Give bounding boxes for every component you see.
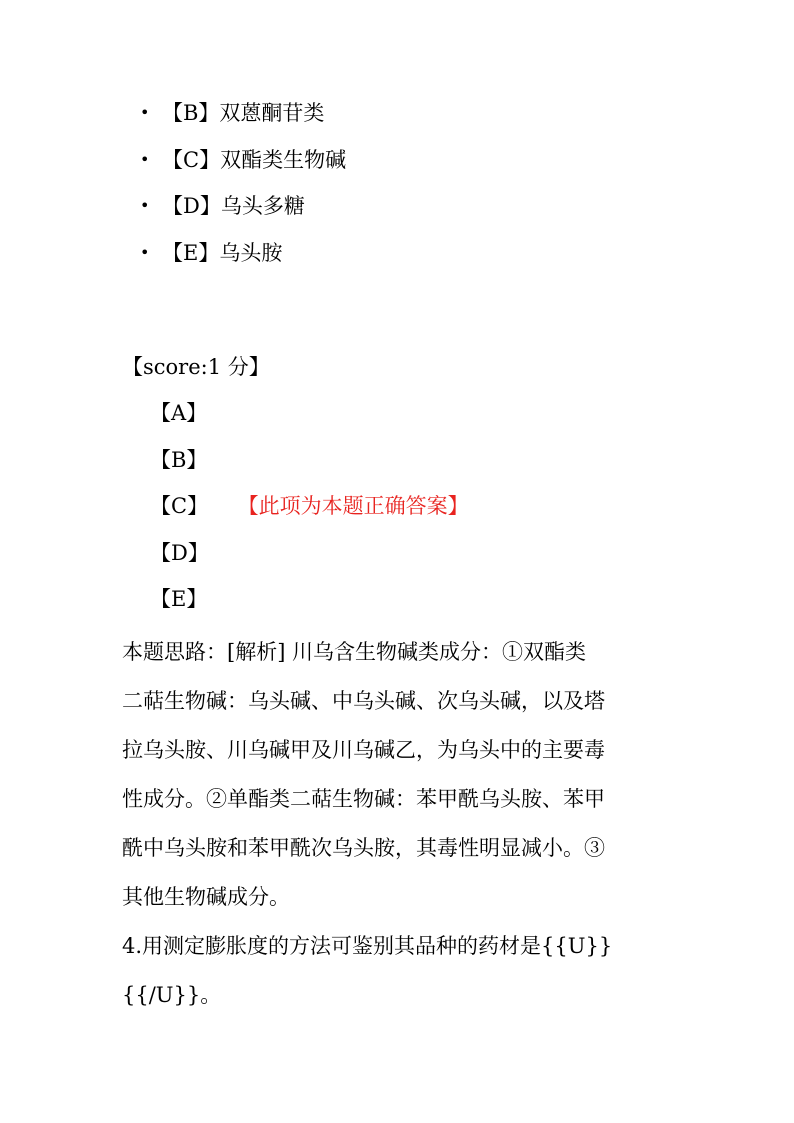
option-item-d — [140, 189, 346, 236]
bullet: • — [140, 242, 150, 262]
answer-label: 【B】 — [150, 447, 208, 472]
answer-label: 【A】 — [150, 401, 208, 425]
analysis-line: 其他生物碱成分。 — [122, 885, 290, 909]
answer-row-b — [150, 443, 469, 490]
analysis-text — [122, 628, 682, 1020]
analysis-line: 本题思路：[解析] 川乌含生物碱类成分：①双酯类 — [122, 640, 587, 664]
bullet: • — [140, 196, 150, 215]
answer-label: 【C】 — [150, 494, 209, 518]
option-text: 【D】乌头多糖 — [162, 194, 305, 218]
answer-row-d — [150, 536, 469, 583]
question-text: 4.用测定膨胀度的方法可鉴别其品种的药材是{{U}} — [122, 934, 613, 958]
option-item-e — [140, 236, 346, 283]
option-text: 【B】双蒽酮苷类 — [162, 101, 325, 125]
option-list — [140, 96, 346, 282]
analysis-line: 拉乌头胺、川乌碱甲及川乌碱乙，为乌头中的主要毒 — [122, 738, 605, 762]
bullet: • — [140, 149, 150, 169]
answer-list — [150, 396, 469, 629]
answer-row-a — [150, 396, 469, 443]
analysis-line: 二萜生物碱：乌头碱、中乌头碱、次乌头碱，以及塔 — [122, 689, 605, 713]
analysis-line: 性成分。②单酯类二萜生物碱：苯甲酰乌头胺、苯甲 — [122, 787, 605, 811]
answer-row-c — [150, 489, 469, 536]
answer-row-e — [150, 582, 469, 629]
analysis-line: 酰中乌头胺和苯甲酰次乌头胺，其毒性明显减小。③ — [122, 836, 605, 860]
option-item-b — [140, 96, 346, 143]
score-label: 【score:1 分】 — [122, 355, 270, 379]
option-text: 【E】乌头胺 — [162, 240, 283, 265]
answer-label: 【D】 — [150, 540, 209, 565]
answer-label: 【E】 — [150, 587, 208, 611]
bullet: • — [140, 103, 150, 122]
question-text: {{/U}}。 — [122, 983, 222, 1007]
correct-answer-marker: 【此项为本题正确答案】 — [248, 494, 469, 518]
option-item-c — [140, 143, 346, 190]
option-text: 【C】双酯类生物碱 — [162, 147, 347, 172]
